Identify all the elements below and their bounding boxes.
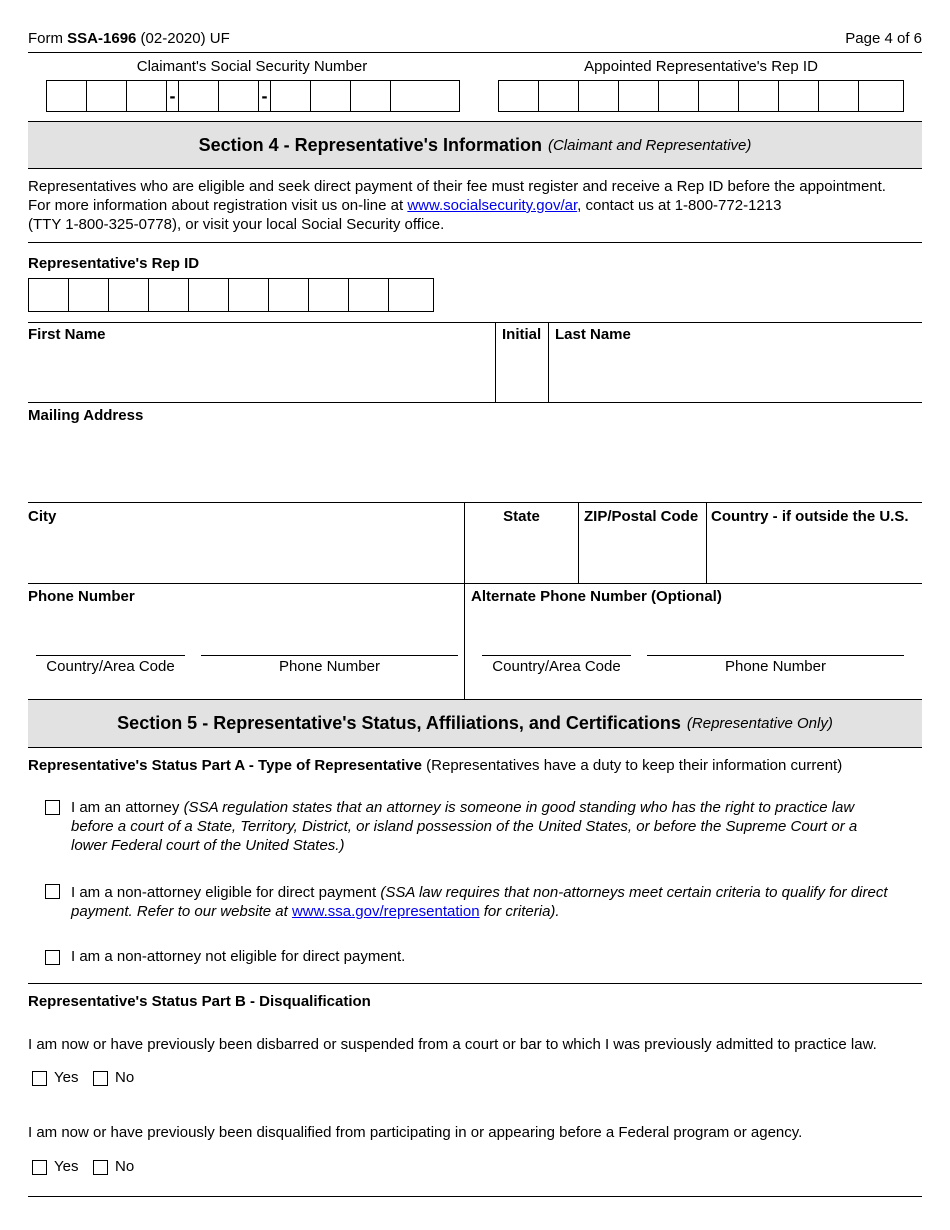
nonattorney-direct-note-2-pre: payment. Refer to our website at [71,903,292,920]
nonattorney-direct-option-text [71,883,931,921]
rep-id-digit[interactable] [699,81,739,111]
country-label: Country - if outside the U.S. [711,508,909,525]
rep-id-digit[interactable] [579,81,619,111]
ssn-digit[interactable] [351,81,391,111]
disbarred-yes-label: Yes [54,1069,79,1086]
ssn-input[interactable] [46,80,460,112]
disbarred-question: I am now or have previously been disbarred or suspended from a court or bar to which I was previously admitted to practice law. [28,1036,877,1053]
divider [28,402,922,403]
rep-id-digit[interactable] [149,279,189,311]
representative-rep-id-input[interactable] [28,278,434,312]
area-code-input[interactable] [36,655,185,656]
country-input[interactable] [707,528,922,582]
divider [28,242,922,243]
nonattorney-direct-note-1: (SSA law requires that non-attorneys meet certain criteria to qualify for direct [380,884,888,901]
section5-subtitle: (Representative Only) [686,715,833,732]
attorney-note-2: before a court of a State, Territory, District, or island possession of the United States, or before the Supreme Court or a [71,818,858,835]
disbarred-yes-checkbox[interactable] [32,1071,47,1086]
first-name-input[interactable] [28,346,494,402]
ssn-digit[interactable] [391,81,435,111]
ssn-digit[interactable] [311,81,351,111]
part-a-title: Representative's Status Part A - Type of Representative [28,757,422,774]
zip-input[interactable] [579,528,705,582]
rep-id-digit[interactable] [229,279,269,311]
rep-id-digit[interactable] [539,81,579,111]
intro-line-2 [28,196,928,215]
header-divider [28,52,922,53]
last-name-label: Last Name [555,326,631,343]
section4-subtitle: (Claimant and Representative) [547,136,752,154]
alt-area-code-caption: Country/Area Code [492,658,621,675]
nonattorney-direct-note-2-post: for criteria). [479,903,560,920]
section4-header [28,121,922,169]
rep-id-label: Representative's Rep ID [28,255,200,272]
appointed-rep-id-input[interactable] [498,80,904,112]
rep-id-digit[interactable] [859,81,899,111]
ssn-dash: - [259,81,271,111]
disqualified-yes-label: Yes [54,1158,79,1175]
rep-id-digit[interactable] [659,81,699,111]
disqualified-no-checkbox[interactable] [93,1160,108,1175]
intro-line-3: (TTY 1-800-325-0778), or visit your local Social Security office. [28,216,445,233]
disqualified-question: I am now or have previously been disqualified from participating in or appearing before a Federal program or agency. [28,1124,803,1141]
ssn-digit[interactable] [271,81,311,111]
appointed-rep-id-label: Appointed Representative's Rep ID [584,58,818,75]
rep-id-digit[interactable] [499,81,539,111]
initial-label: Initial [502,326,542,343]
rep-id-digit[interactable] [309,279,349,311]
divider [28,1196,922,1197]
disbarred-no-checkbox[interactable] [93,1071,108,1086]
registration-link[interactable]: www.socialsecurity.gov/ar [407,197,578,214]
attorney-option-text [71,798,931,855]
first-name-label: First Name [28,326,106,343]
mailing-address-label: Mailing Address [28,407,144,424]
attorney-note-3: lower Federal court of the United States.) [71,837,345,854]
page-number: Page 4 of 6 [845,30,922,47]
rep-id-digit[interactable] [29,279,69,311]
zip-label: ZIP/Postal Code [584,508,699,525]
ssn-digit[interactable] [219,81,259,111]
representation-link[interactable]: www.ssa.gov/representation [291,903,480,920]
form-suffix: (02-2020) UF [136,30,230,47]
initial-input[interactable] [496,346,548,402]
state-input[interactable] [465,528,578,582]
alt-phone-label: Alternate Phone Number (Optional) [471,588,722,605]
rep-id-digit[interactable] [389,279,429,311]
divider [28,983,922,984]
state-label: State [503,508,540,525]
form-number: SSA-1696 [67,30,137,47]
nonattorney-not-eligible-checkbox[interactable] [45,950,60,965]
rep-id-digit[interactable] [619,81,659,111]
part-a-heading [28,757,842,774]
attorney-checkbox[interactable] [45,800,60,815]
city-label: City [28,508,57,525]
divider [28,502,922,503]
ssn-digit[interactable] [87,81,127,111]
ssn-digit[interactable] [47,81,87,111]
alt-phone-number-input[interactable] [647,655,904,656]
intro-line-2-pre: For more information about registration visit us on-line at [28,197,408,214]
form-id [28,30,230,47]
part-b-title: Representative's Status Part B - Disqualification [28,993,371,1010]
section5-header [28,699,922,748]
alt-area-code-input[interactable] [482,655,631,656]
mailing-address-input[interactable] [28,428,922,502]
nonattorney-not-eligible-label: I am a non-attorney not eligible for direct payment. [71,948,406,965]
last-name-input[interactable] [549,346,922,402]
attorney-label: I am an attorney [71,799,184,816]
ssn-dash: - [167,81,179,111]
disbarred-no-label: No [115,1069,135,1086]
rep-id-digit[interactable] [269,279,309,311]
form-prefix: Form [28,30,68,47]
rep-id-digit[interactable] [69,279,109,311]
disqualified-yes-checkbox[interactable] [32,1160,47,1175]
city-input[interactable] [28,528,463,582]
divider [28,583,922,584]
ssn-digit[interactable] [179,81,219,111]
rep-id-digit[interactable] [349,279,389,311]
nonattorney-direct-checkbox[interactable] [45,884,60,899]
rep-id-digit[interactable] [109,279,149,311]
attorney-note-1: (SSA regulation states that an attorney is someone in good standing who has the right to practice law [183,799,855,816]
rep-id-digit[interactable] [819,81,859,111]
divider [28,322,922,323]
section5-title: Section 5 - Representative's Status, Affiliations, and Certifications [117,713,681,733]
nonattorney-direct-label: I am a non-attorney eligible for direct payment [71,884,381,901]
rep-id-digit[interactable] [779,81,819,111]
phone-number-input[interactable] [201,655,458,656]
alt-phone-number-caption: Phone Number [725,658,826,675]
rep-id-digit[interactable] [739,81,779,111]
ssn-digit[interactable] [127,81,167,111]
intro-line-1: Representatives who are eligible and seek direct payment of their fee must register and receive a Rep ID before the appointment. [28,178,886,195]
phone-label: Phone Number [28,588,135,605]
part-a-note: (Representatives have a duty to keep their information current) [421,757,843,774]
ssn-label: Claimant's Social Security Number [136,58,368,75]
disqualified-no-label: No [115,1158,135,1175]
area-code-caption: Country/Area Code [46,658,175,675]
rep-id-digit[interactable] [189,279,229,311]
section4-intro [28,177,928,234]
intro-line-2-post: , contact us at 1-800-772-1213 [577,197,782,214]
section4-title: Section 4 - Representative's Information [198,134,542,155]
phone-number-caption: Phone Number [279,658,380,675]
